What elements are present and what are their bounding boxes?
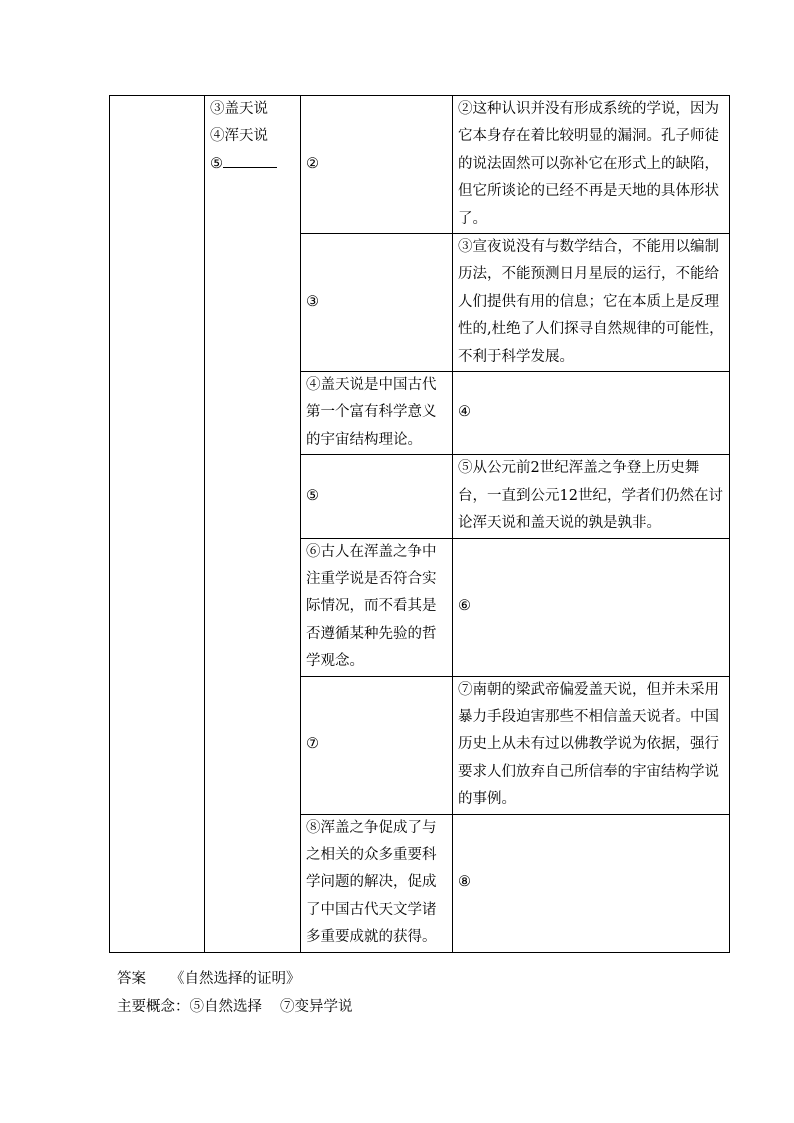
table-cell-right-1: ③宣夜说没有与数学结合，不能用以编制历法，不能预测日月星辰的运行，不能给人们提供有用的信息；它在本质上是反理性的,杜绝了人们探寻自然规律的可能性，不利于科学发展。 bbox=[453, 234, 730, 372]
list-item: ③盖天说 bbox=[210, 101, 268, 117]
table-cell-mid-5: ⑦ bbox=[301, 676, 453, 814]
concept-item: ⑤自然选择 bbox=[189, 999, 262, 1015]
answer-title: 《自然选择的证明》 bbox=[170, 971, 301, 987]
list-item: ⑤ bbox=[210, 151, 295, 178]
answer-line bbox=[117, 967, 301, 988]
table-cell-right-5: ⑦南朝的梁武帝偏爱盖天说，但并未采用暴力手段迫害那些不相信盖天说者。中国历史上从未有过以佛教学说为依据，强行要求人们放弃自己所信奉的宇宙结构学说的事例。 bbox=[453, 676, 730, 814]
blank-column-cell bbox=[110, 96, 205, 953]
table-cell-right-0: ②这种认识并没有形成系统的学说，因为它本身存在着比较明显的漏洞。孔子师徒的说法固然可以弥补它在形式上的缺陷，但它所谈论的已经不再是天地的具体形状了。 bbox=[453, 96, 730, 234]
table-cell-right-4: ⑥ bbox=[453, 538, 730, 676]
content-table bbox=[109, 95, 730, 953]
table-cell-mid-0: ② bbox=[301, 96, 453, 234]
answer-label: 答案 bbox=[117, 971, 146, 987]
table-cell-mid-3: ⑤ bbox=[301, 455, 453, 538]
table-cell-mid-4: ⑥古人在浑盖之争中注重学说是否符合实际情况，而不看其是否遵循某种先验的哲学观念。 bbox=[301, 538, 453, 676]
theory-list-cell bbox=[205, 96, 301, 953]
fill-blank-line bbox=[223, 151, 277, 168]
list-item: ④浑天说 bbox=[210, 128, 268, 145]
table-cell-mid-6: ⑧浑盖之争促成了与之相关的众多重要科学问题的解决，促成了中国古代天文学诸多重要成就的获得。 bbox=[301, 814, 453, 952]
concepts-label: 主要概念： bbox=[117, 999, 190, 1015]
table-cell-mid-2: ④盖天说是中国古代第一个富有科学意义的宇宙结构理论。 bbox=[301, 372, 453, 455]
table-cell-mid-1: ③ bbox=[301, 234, 453, 372]
table-cell-right-6: ⑧ bbox=[453, 814, 730, 952]
table-cell-right-2: ④ bbox=[453, 372, 730, 455]
concepts-line bbox=[117, 995, 353, 1016]
concept-item: ⑦变异学说 bbox=[280, 999, 353, 1015]
table-cell-right-3: ⑤从公元前2世纪浑盖之争登上历史舞台，一直到公元12世纪，学者们仍然在讨论浑天说和盖天说的孰是孰非。 bbox=[453, 455, 730, 538]
